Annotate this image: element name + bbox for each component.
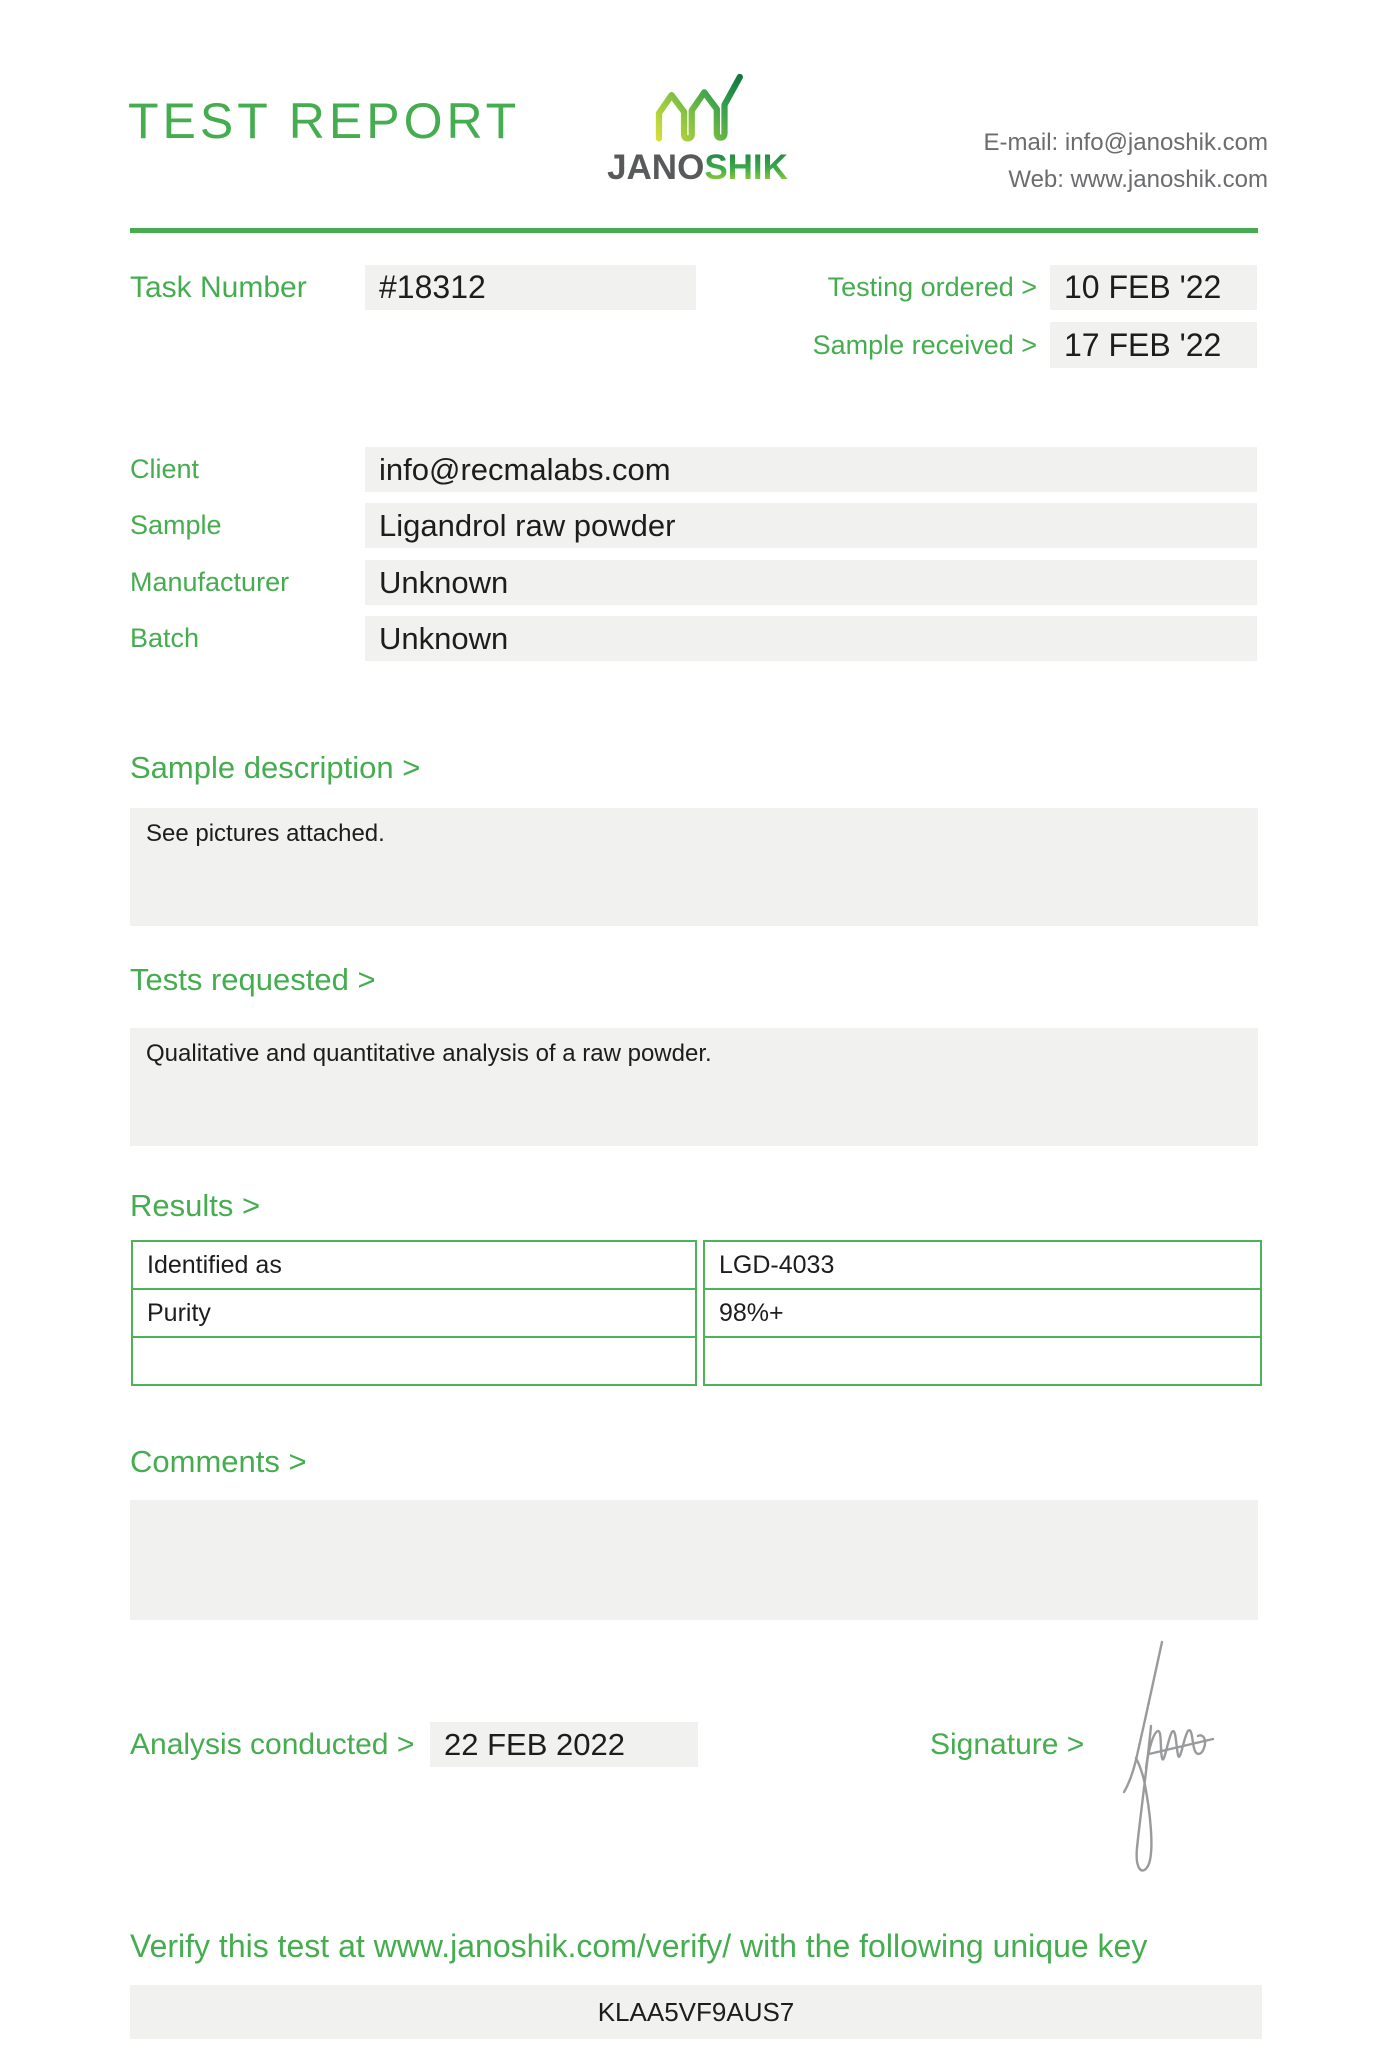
contact-web: Web: www.janoshik.com bbox=[1008, 166, 1268, 193]
janoshik-logo bbox=[575, 68, 820, 188]
testing-ordered-value: 10 FEB '22 bbox=[1050, 265, 1257, 310]
analysis-conducted-label: Analysis conducted > bbox=[130, 1728, 415, 1761]
verify-key: KLAA5VF9AUS7 bbox=[130, 1985, 1262, 2039]
tests-requested-box: Qualitative and quantitative analysis of a raw powder. bbox=[130, 1028, 1258, 1146]
chart-peaks-icon bbox=[652, 68, 744, 146]
signature-label: Signature > bbox=[930, 1728, 1085, 1761]
tests-requested-heading: Tests requested > bbox=[130, 962, 376, 997]
result-value-cell: 98%+ bbox=[703, 1288, 1262, 1338]
comments-heading: Comments > bbox=[130, 1444, 307, 1479]
testing-ordered-label: Testing ordered > bbox=[827, 272, 1037, 302]
analysis-date-value: 22 FEB 2022 bbox=[430, 1722, 698, 1767]
verify-instruction: Verify this test at www.janoshik.com/verify/ with the following unique key bbox=[130, 1928, 1148, 1964]
batch-label: Batch bbox=[130, 623, 200, 653]
task-number-value: #18312 bbox=[365, 265, 696, 310]
batch-value: Unknown bbox=[365, 616, 1257, 661]
sample-description-box: See pictures attached. bbox=[130, 808, 1258, 926]
result-name-cell bbox=[131, 1336, 697, 1386]
logo-wordmark bbox=[575, 148, 820, 188]
contact-info bbox=[984, 124, 1268, 198]
header-divider bbox=[130, 228, 1258, 233]
results-table bbox=[131, 1240, 1262, 1386]
table-row bbox=[131, 1240, 1262, 1290]
result-name-cell: Identified as bbox=[131, 1240, 697, 1290]
client-label: Client bbox=[130, 454, 200, 484]
comments-box bbox=[130, 1500, 1258, 1620]
task-number-label: Task Number bbox=[130, 271, 307, 304]
table-row bbox=[131, 1288, 1262, 1338]
sample-received-label: Sample received > bbox=[812, 330, 1037, 360]
client-value: info@recmalabs.com bbox=[365, 447, 1257, 492]
manufacturer-label: Manufacturer bbox=[130, 567, 290, 597]
result-value-cell: LGD-4033 bbox=[703, 1240, 1262, 1290]
sample-received-value: 17 FEB '22 bbox=[1050, 322, 1257, 368]
page-title: TEST REPORT bbox=[128, 93, 521, 149]
sample-label: Sample bbox=[130, 510, 222, 540]
table-row bbox=[131, 1336, 1262, 1386]
result-name-cell: Purity bbox=[131, 1288, 697, 1338]
results-heading: Results > bbox=[130, 1188, 261, 1223]
sample-description-heading: Sample description > bbox=[130, 750, 421, 785]
logo-text-jano: JANO bbox=[607, 148, 705, 187]
contact-email: E-mail: info@janoshik.com bbox=[983, 129, 1268, 156]
signature-image bbox=[1105, 1628, 1275, 1878]
result-value-cell bbox=[703, 1336, 1262, 1386]
manufacturer-value: Unknown bbox=[365, 560, 1257, 605]
sample-value: Ligandrol raw powder bbox=[365, 503, 1257, 548]
logo-text-shik: SHIK bbox=[704, 148, 788, 187]
